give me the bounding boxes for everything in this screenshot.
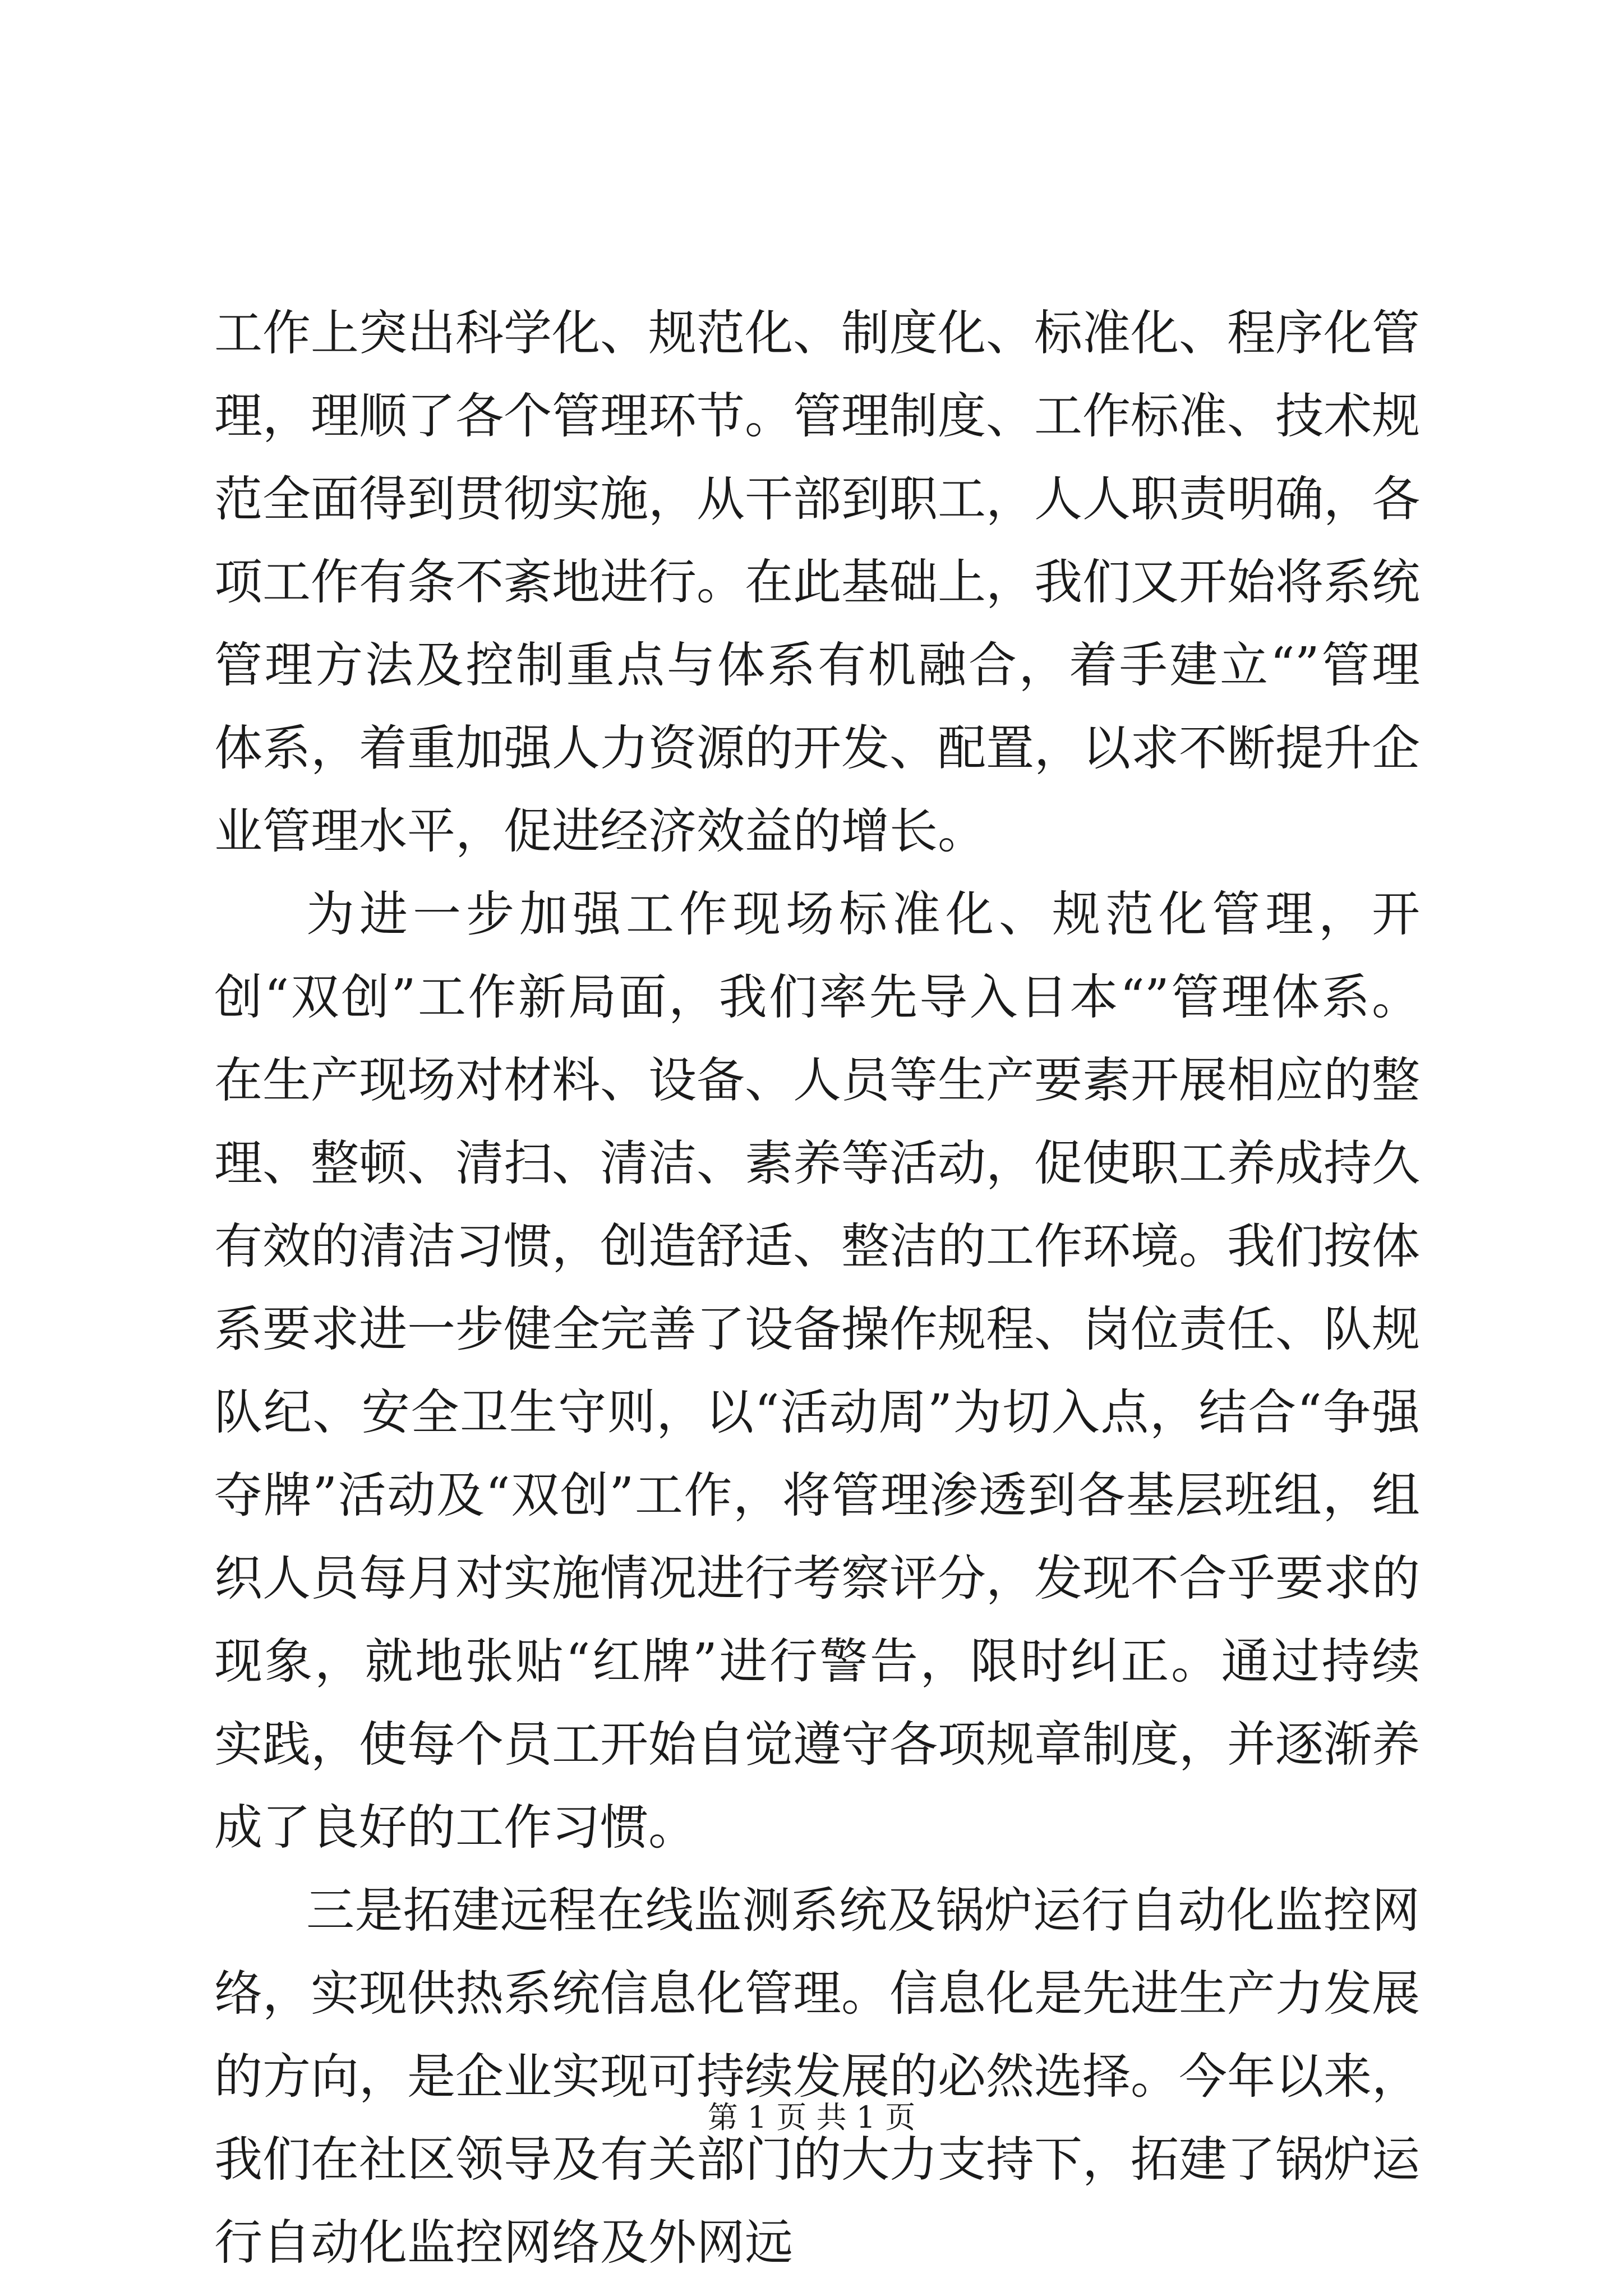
paragraph-1: 工作上突出科学化、规范化、制度化、标准化、程序化管理，理顺了各个管理环节。管理制度、工作标准、技术规范全面得到贯彻实施，从干部到职工，人人职责明确，各项工作有条不紊地进行。在此基础上，我们又开始将系统管理方法及控制重点与体系有机融合，着手建立“”管理体系，着重加强人力资源的开发、配置，以求不断提升企业管理水平，促进经济效益的增长。 bbox=[214, 305, 1420, 859]
paragraph-2: 为进一步加强工作现场标准化、规范化管理，开创“双创”工作新局面，我们率先导入日本“”管理体系。在生产现场对材料、设备、人员等生产要素开展相应的整理、整顿、清扫、清洁、素养等活动，促使职工养成持久有效的清洁习惯，创造舒适、整洁的工作环境。我们按体系要求进一步健全完善了设备操作规程、岗位责任、队规队纪、安全卫生守则，以“活动周”为切入点，结合“争强夺牌”活动及“双创”工作，将管理渗透到各基层班组，组织人员每月对实施情况进行考察评分，发现不合乎要求的现象，就地张贴“红牌”进行警告，限时纠正。通过持续实践，使每个员工开始自觉遵守各项规章制度，并逐渐养成了良好的工作习惯。 bbox=[214, 886, 1420, 1856]
document-body bbox=[214, 292, 1420, 2284]
page-footer: 第 1 页 共 1 页 bbox=[707, 2100, 916, 2135]
paragraph-3: 三是拓建远程在线监测系统及锅炉运行自动化监控网络，实现供热系统信息化管理。信息化是先进生产力发展的方向，是企业实现可持续发展的必然选择。今年以来，我们在社区领导及有关部门的大力支持下，拓建了锅炉运行自动化监控网络及外网远 bbox=[214, 1883, 1420, 2271]
